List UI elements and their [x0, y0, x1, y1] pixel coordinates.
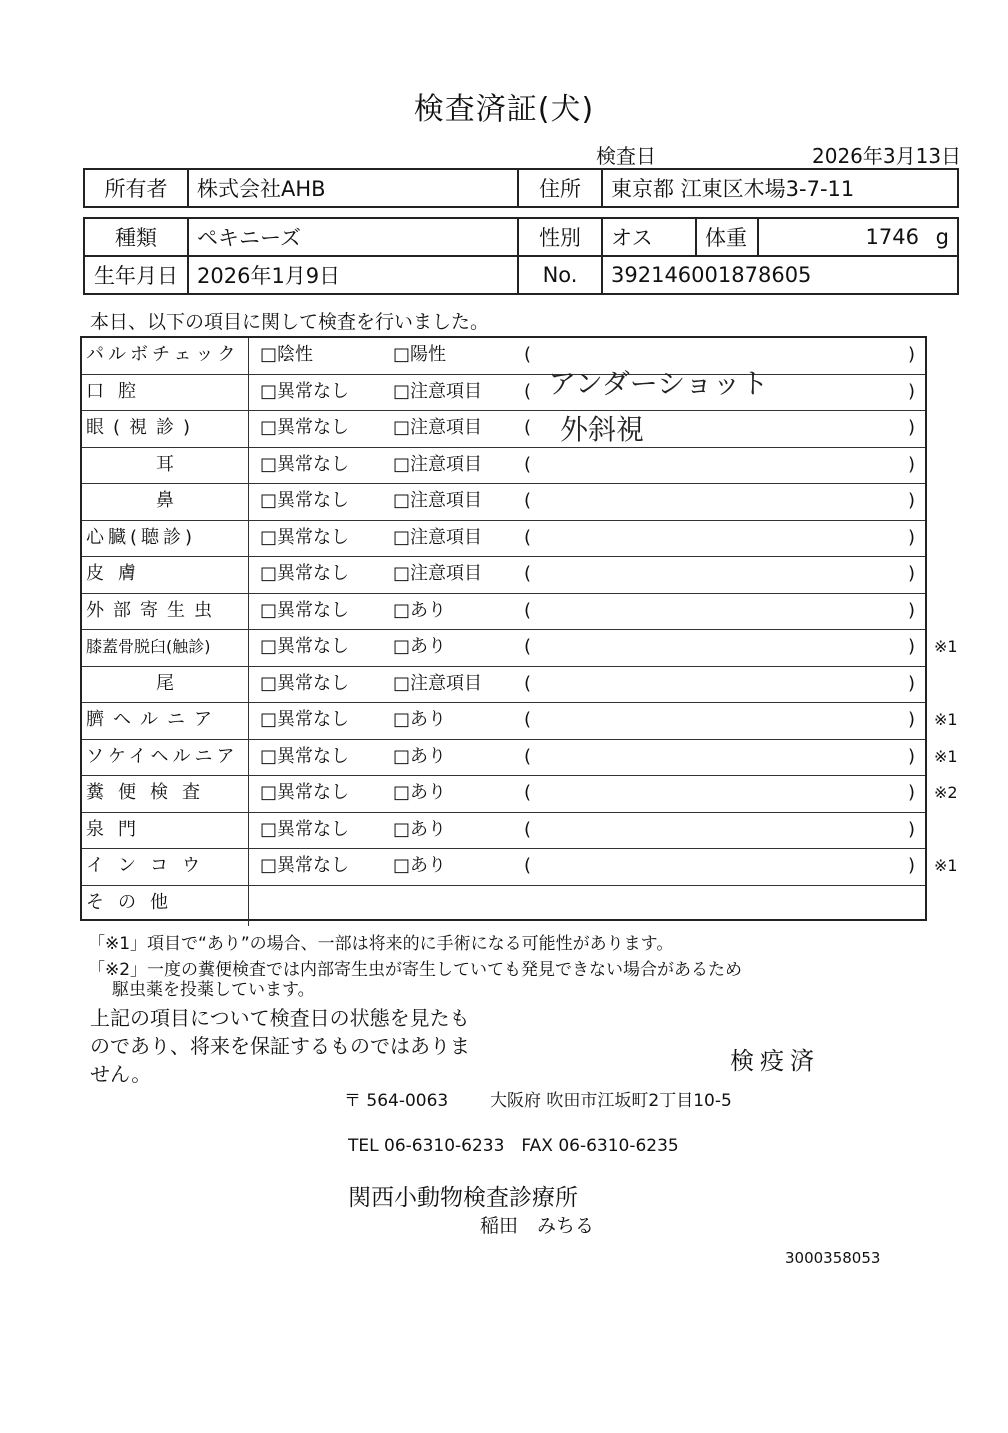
exam-row	[82, 813, 925, 850]
number-label: No.	[518, 256, 602, 294]
remark-open-paren: (	[524, 636, 532, 657]
remark-open-paren: (	[524, 745, 532, 767]
clinic-address: 大阪府 吹田市江坂町2丁目10-5	[490, 1091, 732, 1111]
breed-value: ペキニーズ	[188, 218, 518, 256]
option-abnormal[interactable]: □あり	[393, 636, 447, 657]
option-abnormal[interactable]: □注意項目	[393, 453, 483, 475]
remark-open-paren: (	[524, 855, 532, 876]
clinic-contact: TEL 06-6310-6233 FAX 06-6310-6235	[348, 1136, 679, 1156]
remark-close-paren: )	[908, 818, 916, 840]
exam-row	[82, 484, 925, 521]
remark-close-paren: )	[908, 417, 916, 438]
exam-row	[82, 557, 925, 594]
option-abnormal[interactable]: □注意項目	[393, 417, 483, 438]
footnote-2a: 「※2」一度の糞便検査では内部寄生虫が寄生していても発見できない場合があるため	[88, 960, 743, 980]
remark-open-paren: (	[524, 344, 532, 365]
remark-close-paren: )	[908, 672, 916, 694]
remark-close-paren: )	[908, 636, 916, 657]
option-abnormal[interactable]: □注意項目	[393, 526, 483, 548]
owner-table	[83, 168, 959, 208]
exam-item-name: 心臓(聴診)	[82, 521, 249, 557]
sex-value: オス	[602, 218, 696, 256]
clinic-name: 関西小動物検査診療所	[348, 1185, 578, 1211]
remark-close-paren: )	[908, 380, 916, 402]
remark-open-paren: (	[524, 417, 532, 438]
exam-item-name: 鼻	[82, 484, 249, 520]
exam-row	[82, 849, 925, 886]
exam-row	[82, 521, 925, 558]
footnote-marker: ※1	[934, 710, 958, 729]
birth-value: 2026年1月9日	[188, 256, 518, 294]
option-normal[interactable]: □異常なし	[260, 636, 350, 657]
option-normal[interactable]: □陰性	[260, 344, 314, 365]
option-normal[interactable]: □異常なし	[260, 709, 350, 730]
exam-item-name: 泉門	[82, 813, 249, 849]
footnote-2b: 駆虫薬を投薬しています。	[112, 980, 315, 1000]
owner-label: 所有者	[84, 169, 188, 207]
number-value: 392146001878605	[602, 256, 958, 294]
option-normal[interactable]: □異常なし	[260, 818, 350, 840]
disclaimer: 上記の項目について検査日の状態を見たものであり、将来を保証するものではありません。	[90, 1006, 470, 1086]
option-abnormal[interactable]: □あり	[393, 709, 447, 730]
handwritten-eye-note: 外斜視	[560, 413, 645, 446]
option-normal[interactable]: □異常なし	[260, 490, 350, 511]
weight-value: 1746	[865, 225, 919, 249]
option-normal[interactable]: □異常なし	[260, 745, 350, 767]
exam-row	[82, 886, 925, 926]
inspection-stamp: 検疫済	[730, 1047, 820, 1075]
remark-open-paren: (	[524, 672, 532, 694]
remark-open-paren: (	[524, 818, 532, 840]
footnote-1: 「※1」項目で“あり”の場合、一部は将来的に手術になる可能性があります。	[88, 934, 674, 954]
remark-close-paren: )	[908, 344, 916, 365]
exam-item-name: ソケイヘルニア	[82, 740, 249, 776]
address-value: 東京都 江東区木場3-7-11	[602, 169, 958, 207]
option-normal[interactable]: □異常なし	[260, 563, 350, 584]
option-normal[interactable]: □異常なし	[260, 672, 350, 694]
remark-open-paren: (	[524, 782, 532, 803]
exam-row	[82, 594, 925, 631]
postal-code: 〒 564-0063	[344, 1091, 449, 1111]
exam-row	[82, 776, 925, 813]
remark-open-paren: (	[524, 563, 532, 584]
option-normal[interactable]: □異常なし	[260, 417, 350, 438]
pet-table	[83, 217, 959, 295]
option-abnormal[interactable]: □あり	[393, 745, 447, 767]
exam-row	[82, 703, 925, 740]
remark-close-paren: )	[908, 709, 916, 730]
exam-item-name: 膝蓋骨脱臼(触診)	[82, 630, 249, 666]
option-normal[interactable]: □異常なし	[260, 782, 350, 803]
footnote-marker: ※1	[934, 637, 958, 656]
remark-open-paren: (	[524, 526, 532, 548]
footnote-marker: ※2	[934, 783, 958, 802]
exam-grid	[80, 336, 927, 921]
weight-label: 体重	[696, 218, 758, 256]
remark-close-paren: )	[908, 745, 916, 767]
remark-close-paren: )	[908, 855, 916, 876]
option-abnormal[interactable]: □あり	[393, 782, 447, 803]
option-normal[interactable]: □異常なし	[260, 599, 350, 621]
exam-item-name: パルボチェック	[82, 338, 249, 374]
footnote-marker: ※1	[934, 856, 958, 875]
option-normal[interactable]: □異常なし	[260, 380, 350, 402]
option-abnormal[interactable]: □あり	[393, 599, 447, 621]
exam-item-name: インコウ	[82, 849, 249, 885]
weight-unit: g	[935, 225, 949, 249]
exam-item-name: 耳	[82, 448, 249, 484]
exam-item-name: 眼(視診)	[82, 411, 249, 447]
document-id: 3000358053	[785, 1249, 881, 1267]
exam-row	[82, 630, 925, 667]
vet-name: 稲田 みちる	[480, 1215, 595, 1237]
intro-text: 本日、以下の項目に関して検査を行いました。	[90, 311, 490, 333]
option-normal[interactable]: □異常なし	[260, 453, 350, 475]
option-abnormal[interactable]: □注意項目	[393, 380, 483, 402]
option-abnormal[interactable]: □注意項目	[393, 490, 483, 511]
sex-label: 性別	[518, 218, 602, 256]
remark-close-paren: )	[908, 490, 916, 511]
option-normal[interactable]: □異常なし	[260, 855, 350, 876]
footnote-marker: ※1	[934, 746, 958, 766]
breed-label: 種類	[84, 218, 188, 256]
exam-item-name: 皮膚	[82, 557, 249, 593]
remark-close-paren: )	[908, 782, 916, 803]
exam-row	[82, 740, 925, 777]
exam-item-name: 糞便検査	[82, 776, 249, 812]
page-title: 検査済証(犬)	[413, 92, 595, 127]
remark-open-paren: (	[524, 490, 532, 511]
option-abnormal[interactable]: □注意項目	[393, 563, 483, 584]
remark-open-paren: (	[524, 453, 532, 475]
owner-value: 株式会社AHB	[188, 169, 518, 207]
remark-close-paren: )	[908, 599, 916, 621]
option-abnormal[interactable]: □あり	[393, 818, 447, 840]
birth-label: 生年月日	[84, 256, 188, 294]
exam-row	[82, 338, 925, 375]
remark-close-paren: )	[908, 453, 916, 475]
option-normal[interactable]: □異常なし	[260, 526, 350, 548]
exam-date-label: 検査日	[596, 144, 656, 168]
exam-row	[82, 411, 925, 448]
exam-item-name: 臍ヘルニア	[82, 703, 249, 739]
handwritten-oral-note: アンダーショット	[548, 367, 769, 400]
exam-item-name: 口腔	[82, 375, 249, 411]
exam-item-name: その他	[82, 886, 249, 926]
exam-item-name: 外部寄生虫	[82, 594, 249, 630]
remark-open-paren: (	[524, 599, 532, 621]
option-abnormal[interactable]: □注意項目	[393, 672, 483, 694]
option-abnormal[interactable]: □あり	[393, 855, 447, 876]
exam-item-name: 尾	[82, 667, 249, 703]
exam-row	[82, 667, 925, 704]
exam-row	[82, 375, 925, 412]
remark-open-paren: (	[524, 380, 532, 402]
address-label: 住所	[518, 169, 602, 207]
exam-date: 2026年3月13日	[812, 144, 962, 168]
exam-row	[82, 448, 925, 485]
remark-close-paren: )	[908, 563, 916, 584]
option-abnormal[interactable]: □陽性	[393, 344, 447, 365]
remark-open-paren: (	[524, 709, 532, 730]
remark-close-paren: )	[908, 526, 916, 548]
